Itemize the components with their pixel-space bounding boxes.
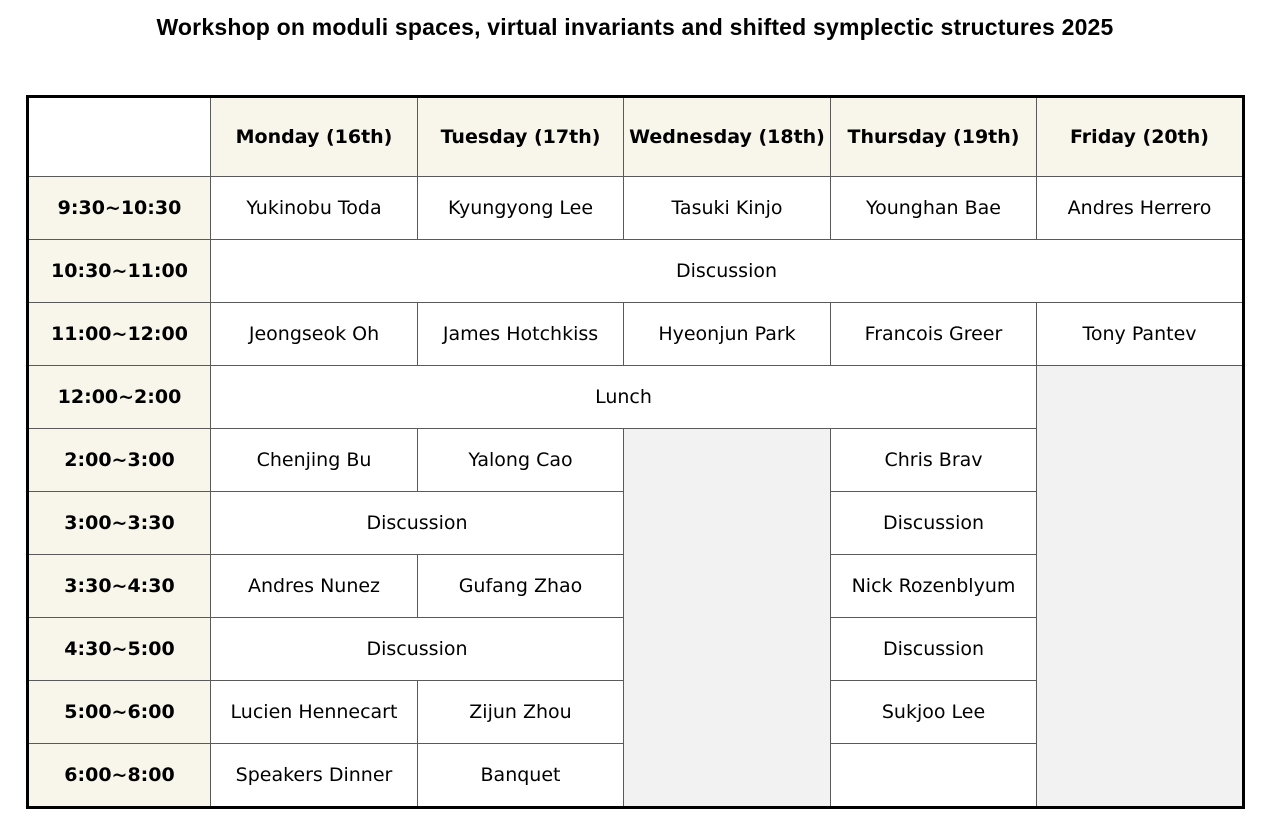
talk-cell: Hyeonjun Park [624, 303, 831, 366]
dinner-cell: Speakers Dinner [211, 744, 418, 808]
banquet-cell: Banquet [418, 744, 624, 808]
day-header-wednesday: Wednesday (18th) [624, 97, 831, 177]
talk-cell: Chris Brav [831, 429, 1037, 492]
talk-cell: Yalong Cao [418, 429, 624, 492]
day-header-thursday: Thursday (19th) [831, 97, 1037, 177]
time-slot-label: 5:00~6:00 [28, 681, 211, 744]
discussion-cell: Discussion [831, 618, 1037, 681]
schedule-table [26, 95, 1245, 809]
day-header-friday: Friday (20th) [1037, 97, 1244, 177]
empty-cell [831, 744, 1037, 808]
discussion-cell: Discussion [831, 492, 1037, 555]
discussion-cell: Discussion [211, 240, 1244, 303]
talk-cell: Tony Pantev [1037, 303, 1244, 366]
day-header-monday: Monday (16th) [211, 97, 418, 177]
talk-cell: Tasuki Kinjo [624, 177, 831, 240]
empty-cell [1037, 366, 1244, 808]
time-slot-label: 12:00~2:00 [28, 366, 211, 429]
table-row [28, 366, 1244, 429]
talk-cell: Zijun Zhou [418, 681, 624, 744]
talk-cell: James Hotchkiss [418, 303, 624, 366]
talk-cell: Gufang Zhao [418, 555, 624, 618]
talk-cell: Yukinobu Toda [211, 177, 418, 240]
discussion-cell: Discussion [211, 618, 624, 681]
talk-cell: Andres Herrero [1037, 177, 1244, 240]
empty-cell [624, 429, 831, 808]
talk-cell: Jeongseok Oh [211, 303, 418, 366]
page-title: Workshop on moduli spaces, virtual invariants and shifted symplectic structures 2025 [156, 14, 1114, 40]
talk-cell: Andres Nunez [211, 555, 418, 618]
talk-cell: Francois Greer [831, 303, 1037, 366]
time-slot-label: 4:30~5:00 [28, 618, 211, 681]
header-row [28, 97, 1244, 177]
talk-cell: Younghan Bae [831, 177, 1037, 240]
time-slot-label: 3:30~4:30 [28, 555, 211, 618]
talk-cell: Kyungyong Lee [418, 177, 624, 240]
discussion-cell: Discussion [211, 492, 624, 555]
time-slot-label: 10:30~11:00 [28, 240, 211, 303]
time-slot-label: 6:00~8:00 [28, 744, 211, 808]
time-slot-label: 2:00~3:00 [28, 429, 211, 492]
talk-cell: Chenjing Bu [211, 429, 418, 492]
day-header-tuesday: Tuesday (17th) [418, 97, 624, 177]
table-row [28, 303, 1244, 366]
talk-cell: Sukjoo Lee [831, 681, 1037, 744]
talk-cell: Lucien Hennecart [211, 681, 418, 744]
lunch-cell: Lunch [211, 366, 1037, 429]
time-slot-label: 3:00~3:30 [28, 492, 211, 555]
table-row [28, 177, 1244, 240]
time-slot-label: 9:30~10:30 [28, 177, 211, 240]
talk-cell: Nick Rozenblyum [831, 555, 1037, 618]
table-row [28, 240, 1244, 303]
time-slot-label: 11:00~12:00 [28, 303, 211, 366]
corner-cell [28, 97, 211, 177]
